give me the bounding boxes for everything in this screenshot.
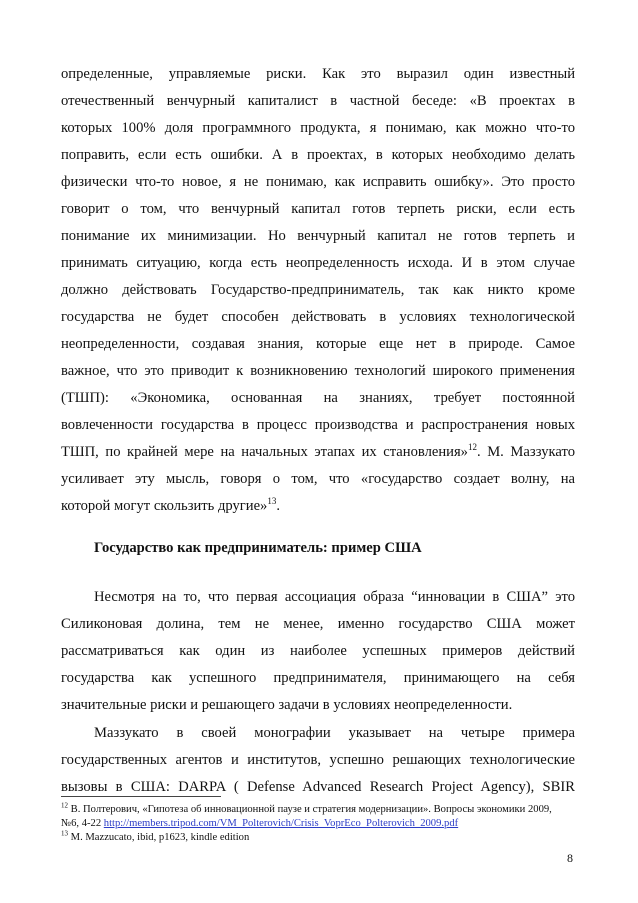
footnote-12-text: В. Полтерович, «Гипотеза об инновационной паузе и стратегия модернизации». Вопросы экономики 2009, — [68, 804, 552, 815]
paragraph-1-line-5: физически что-то новое, я не понимаю, как исправить ошибку». Это просто — [61, 174, 575, 190]
footnote-ref-13[interactable]: 13 — [267, 496, 277, 507]
paragraph-1-line-14: вовлеченности государства в процесс производства и распространения новых — [61, 417, 575, 433]
footnote-12-line-2 — [61, 817, 458, 830]
footnote-ref-12[interactable]: 12 — [467, 442, 477, 453]
paragraph-2-line-1: Несмотря на то, что первая ассоциация образа “инновации в США” это — [94, 589, 575, 605]
paragraph-1-line-15 — [61, 443, 575, 461]
footnote-12-link[interactable]: http://members.tripod.com/VM_Polterovich/Crisis_VoprEco_Polterovich_2009.pdf — [103, 818, 459, 829]
paragraph-2-line-3: рассматриваться как один из наиболее успешных примеров действий — [61, 643, 575, 659]
paragraph-1-line-2: отечественный венчурный капиталист в частной беседе: «В проектах в — [61, 93, 575, 109]
footnote-13-text: M. Mazzucato, ibid, p1623, kindle edition — [68, 832, 250, 843]
paragraph-1-line-7: понимание их минимизации. Но венчурный капитал не готов терпеть и — [61, 228, 575, 244]
paragraph-3-line-3: вызовы в США: DARPA ( Defense Advanced Research Project Agency), SBIR — [61, 779, 575, 795]
footnote-12-number: 12 — [61, 801, 68, 810]
section-heading: Государство как предприниматель: пример США — [94, 540, 422, 556]
paragraph-3-line-1: Маззукато в своей монографии указывает на четыре примера — [94, 725, 575, 741]
line-15-tail: . М. Маззукато — [476, 444, 575, 460]
line-17-text: которой могут скользить другие» — [61, 498, 268, 514]
paragraph-1-line-16: усиливает эту мысль, говоря о том, что «государство создает волну, на — [61, 471, 575, 487]
paragraph-2-line-4: государства как успешного предпринимателя, принимающего на себя — [61, 670, 575, 686]
paragraph-1-line-9: должно действовать Государство-предприниматель, так как никто кроме — [61, 282, 575, 298]
paragraph-1-line-13: (ТШП): «Экономика, основанная на знаниях, требует постоянной — [61, 390, 575, 406]
paragraph-3-line-2: государственных агентов и институтов, успешно решающих технологические — [61, 752, 575, 768]
paragraph-1-line-17 — [61, 497, 575, 515]
paragraph-1-line-12: важное, что это приводит к возникновению технологий широкого применения — [61, 363, 575, 379]
paragraph-1-line-1: определенные, управляемые риски. Как это выразил один известный — [61, 66, 575, 82]
paragraph-2-line-5: значительные риски и решающего задачи в условиях неопределенности. — [61, 697, 513, 713]
paragraph-2-line-2: Силиконовая долина, тем не менее, именно государство США может — [61, 616, 575, 632]
paragraph-1-line-6: говорит о том, что венчурный капитал готов терпеть риски, если есть — [61, 201, 575, 217]
footnote-separator — [61, 796, 221, 797]
paragraph-1-line-10: государства не будет способен действовать в условиях технологической — [61, 309, 575, 325]
paragraph-1-line-3: которых 100% доля программного продукта, я понимаю, как можно что-то — [61, 120, 575, 136]
footnote-12 — [61, 803, 552, 816]
footnote-13 — [61, 831, 249, 844]
footnote-13-number: 13 — [61, 829, 68, 838]
paragraph-1-line-11: неопределенности, создавая знания, которые еще нет в природе. Самое — [61, 336, 575, 352]
footnote-12-issue: №6, 4-22 — [61, 818, 104, 829]
line-15-text: ТШП, по крайней мере на начальных этапах их становления» — [61, 444, 468, 460]
page-number: 8 — [567, 851, 573, 865]
paragraph-1-line-4: поправить, если есть ошибки. А в проектах, в которых необходимо делать — [61, 147, 575, 163]
paragraph-1-line-8: принимать ситуацию, когда есть неопределенность исхода. И в этом случае — [61, 255, 575, 271]
line-17-tail: . — [276, 498, 281, 514]
